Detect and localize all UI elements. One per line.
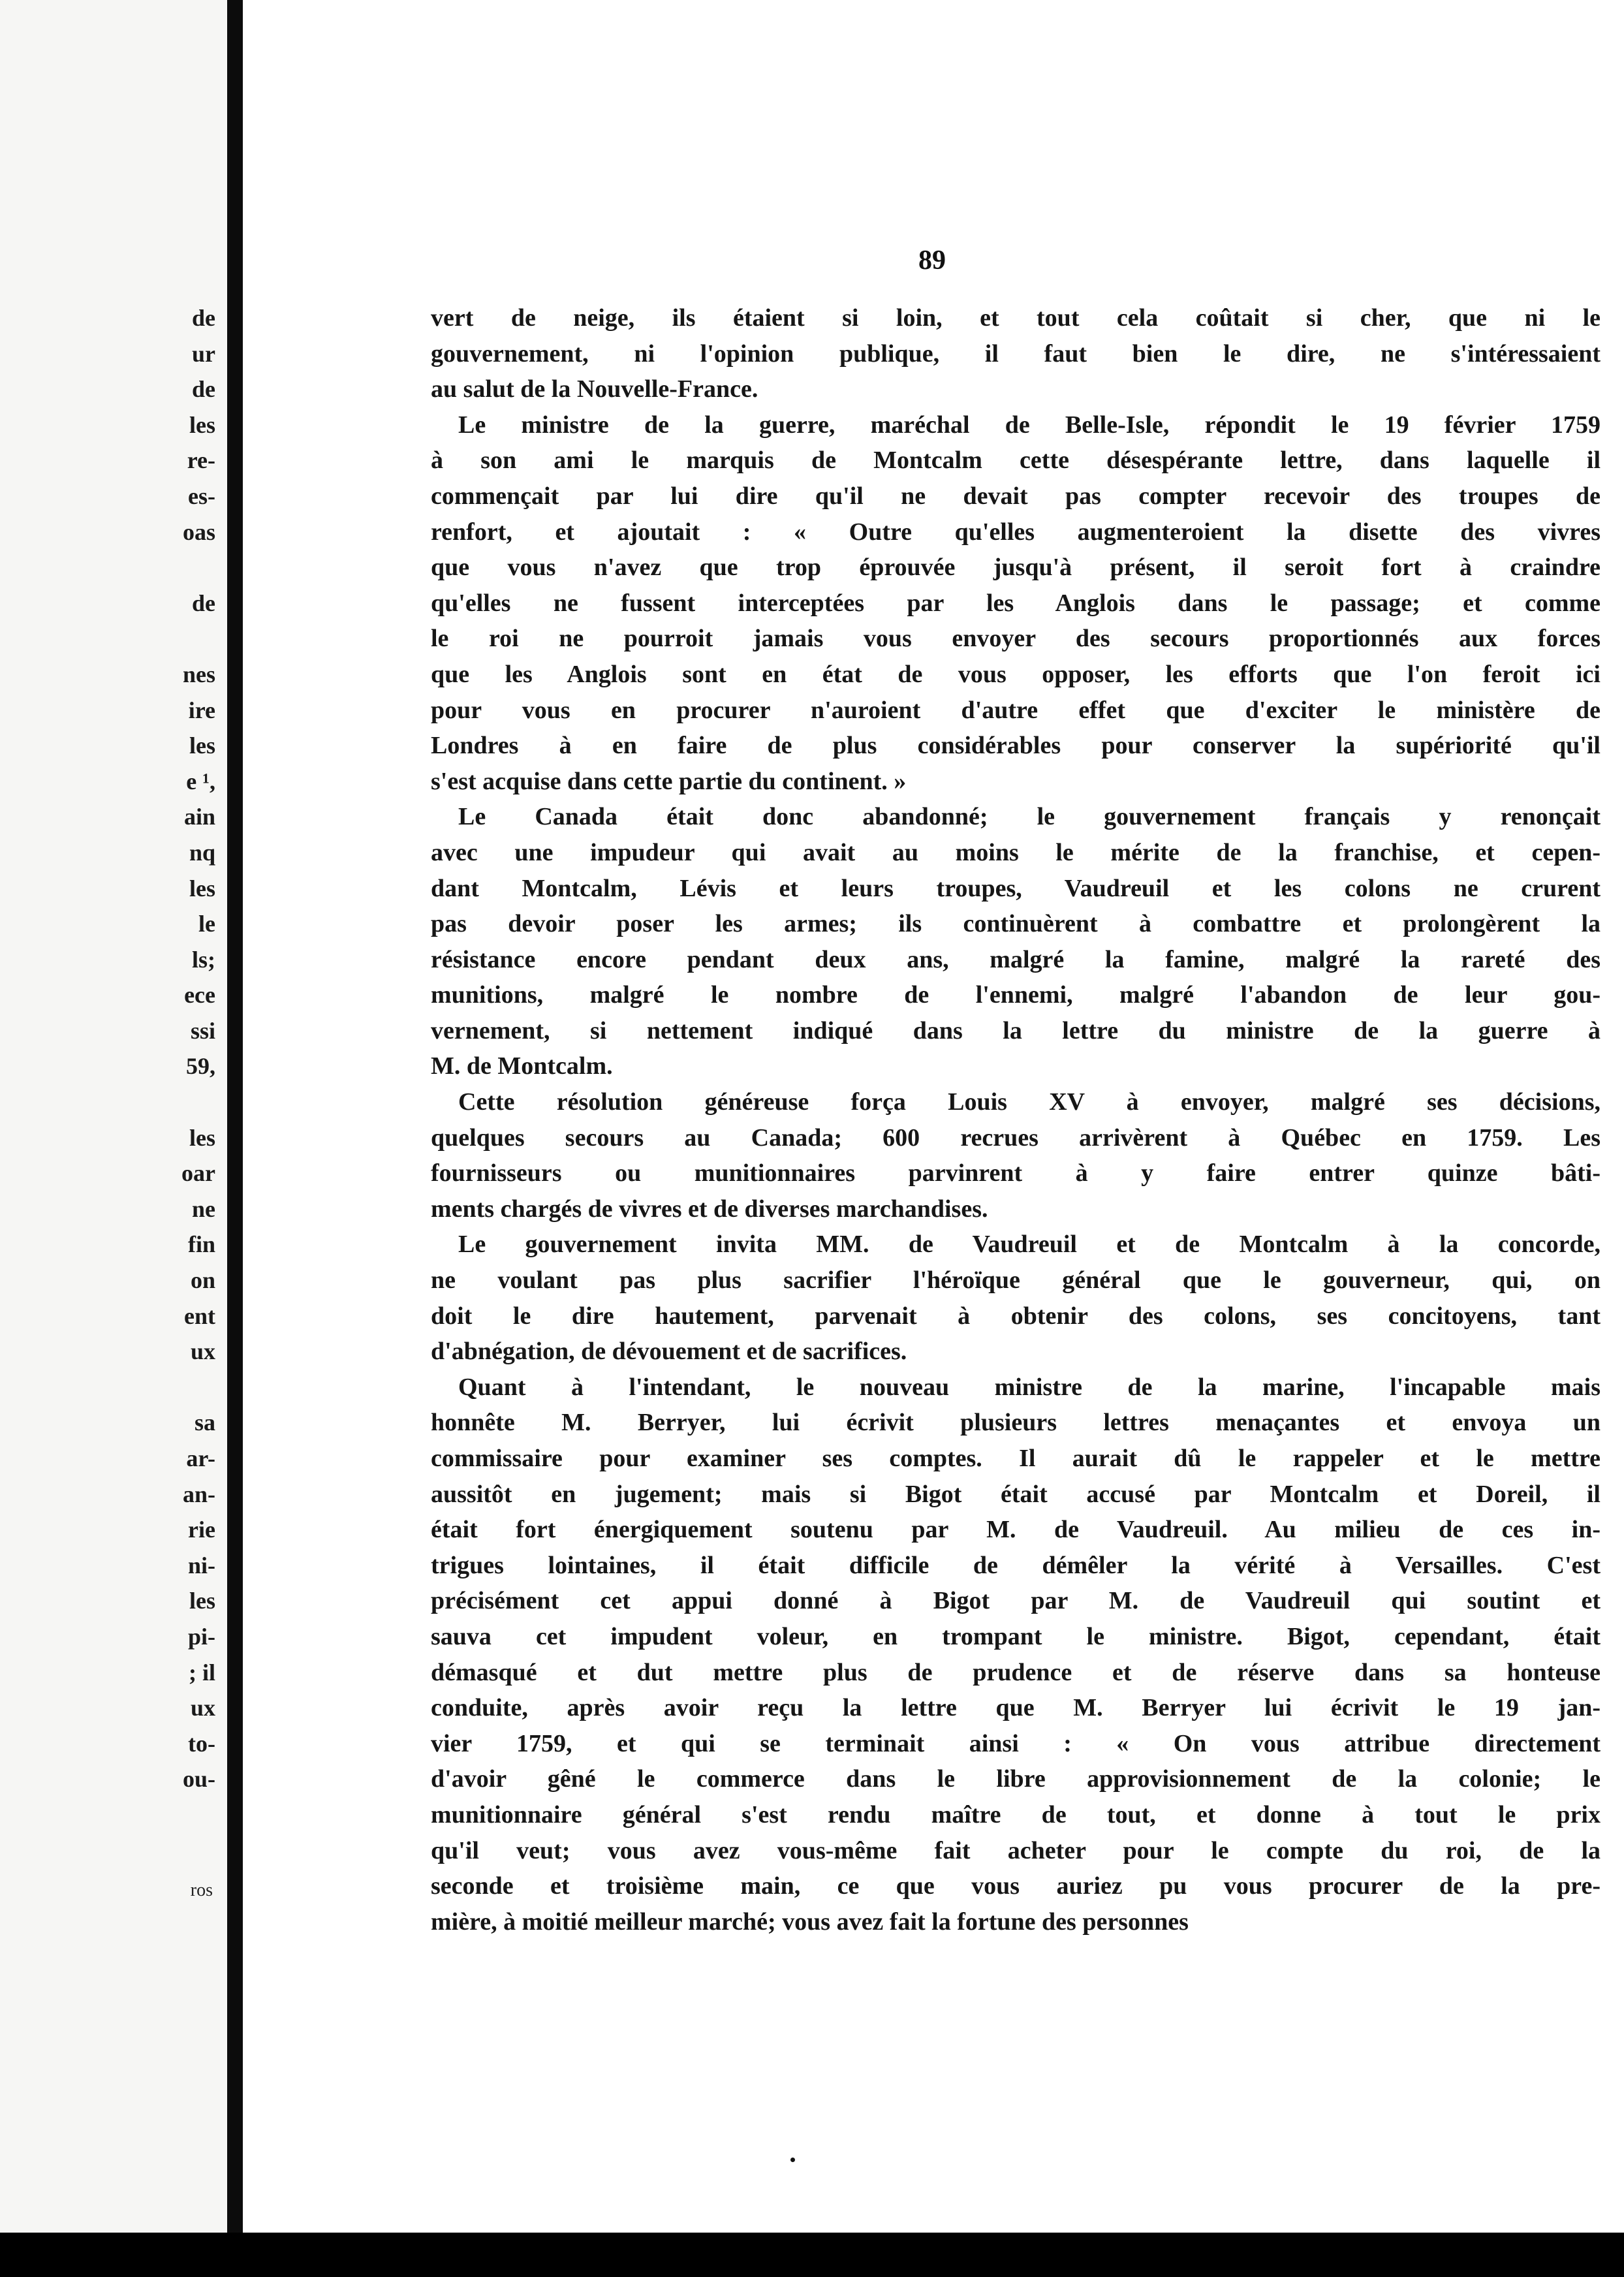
left-page-fragment: ain [183, 804, 215, 830]
text-line: commissaire pour examiner ses comptes. Il aurait dû le rappeler et le mettre [431, 1445, 1601, 1472]
text-line: avec une impudeur qui avait au moins le mérite de la franchise, et cepen- [431, 838, 1601, 866]
left-page-fragment: ni- [187, 1552, 215, 1578]
text-line: mière, à moitié meilleur marché; vous avez fait la fortune des personnes [431, 1908, 1189, 1936]
text-line: au salut de la Nouvelle-France. [431, 375, 758, 403]
text-line: d'avoir gêné le commerce dans le libre approvisionnement de la colonie; le [431, 1765, 1601, 1793]
text-line: ne voulant pas plus sacrifier l'héroïque général que le gouverneur, qui, on [431, 1266, 1601, 1295]
text-line: honnête M. Berryer, lui écrivit plusieurs lettres menaçantes et envoya un [431, 1409, 1601, 1437]
text-line: commençait par lui dire qu'il ne devait pas compter recevoir des troupes de [431, 482, 1601, 510]
text-line: munitions, malgré le nombre de l'ennemi, malgré l'abandon de leur gou- [431, 981, 1601, 1009]
left-page-fragment: fin [187, 1231, 215, 1258]
left-page-fragment: ; il [189, 1659, 215, 1686]
text-line: à son ami le marquis de Montcalm cette désespérante lettre, dans laquelle il [431, 447, 1601, 475]
text-line: vier 1759, et qui se terminait ainsi : « On vous attribue directement [431, 1729, 1601, 1757]
text-line: renfort, et ajoutait : « Outre qu'elles augmenteroient la disette des vivres [431, 518, 1601, 546]
left-page-fragment: 59, [186, 1053, 215, 1080]
left-page-fragment: pi- [187, 1623, 215, 1650]
left-page-fragment: oar [181, 1160, 215, 1187]
left-page-fragment: e ¹, [186, 768, 215, 794]
body-text [431, 300, 1601, 1939]
left-page-fragment [137, 621, 215, 657]
text-line: précisément cet appui donné à Bigot par M. de Vaudreuil qui soutint et [431, 1587, 1601, 1615]
text-line: vernement, si nettement indiqué dans la lettre du ministre de la guerre à [431, 1016, 1601, 1044]
left-page-fragment: les [189, 411, 215, 438]
text-line: Londres à en faire de plus considérables pour conserver la supériorité qu'il [431, 732, 1601, 760]
left-page-fragment: on [190, 1267, 215, 1294]
text-line: qu'elles ne fussent interceptées par les Anglois dans le passage; et comme [431, 589, 1601, 617]
left-page-fragment: de [192, 589, 215, 616]
left-page-fragment: de [192, 376, 215, 403]
text-line: munitionnaire général s'est rendu maître de tout, et donne à tout le prix [431, 1800, 1601, 1829]
book-gutter [227, 0, 243, 2277]
left-page-fragment: an- [182, 1481, 215, 1507]
left-page-fragment [137, 550, 215, 586]
right-page [243, 0, 1624, 2233]
left-page-fragment: les [189, 875, 215, 902]
left-page-fragment: to- [188, 1730, 215, 1757]
left-page-fragment: ur [192, 340, 215, 367]
left-page-fragment: ent [184, 1302, 215, 1329]
left-page-fragment: ux [190, 1695, 215, 1721]
text-line: aussitôt en jugement; mais si Bigot était accusé par Montcalm et Doreil, il [431, 1480, 1601, 1508]
text-line: vert de neige, ils étaient si loin, et tout cela coûtait si cher, que ni le [431, 304, 1601, 332]
text-line: Quant à l'intendant, le nouveau ministre de la marine, l'incapable mais [458, 1373, 1601, 1401]
scan-bottom-border [0, 2233, 1624, 2277]
text-line: résistance encore pendant deux ans, malgré la famine, malgré la rareté des [431, 945, 1601, 973]
left-page-fragment: ou- [182, 1766, 215, 1793]
text-line: pas devoir poser les armes; ils continuèrent à combattre et prolongèrent la [431, 910, 1601, 938]
ink-speck [790, 2158, 795, 2162]
text-line: Cette résolution généreuse força Louis XV à envoyer, malgré ses décisions, [458, 1088, 1601, 1116]
left-page-fragment: re- [187, 447, 215, 474]
text-line: seconde et troisième main, ce que vous auriez pu vous procurer de la pre- [431, 1872, 1601, 1900]
left-page-fragment: les [189, 732, 215, 759]
left-page-fragment: le [198, 911, 215, 937]
left-page-fragment: ssi [190, 1017, 215, 1044]
left-page-fragment: de [192, 305, 215, 331]
text-line: quelques secours au Canada; 600 recrues arrivèrent à Québec en 1759. Les [431, 1123, 1601, 1152]
text-line: que les Anglois sont en état de vous opposer, les efforts que l'on feroit ici [431, 660, 1601, 688]
left-page-fragment: rie [188, 1516, 215, 1543]
text-line: doit le dire hautement, parvenait à obtenir des colons, ses concitoyens, tant [431, 1302, 1601, 1330]
left-page-fragment: les [189, 1588, 215, 1614]
text-line: le roi ne pourroit jamais vous envoyer des secours proportionnés aux forces [431, 625, 1601, 653]
text-line: démasqué et dut mettre plus de prudence et de réserve dans sa honteuse [431, 1658, 1601, 1686]
text-line: d'abnégation, de dévouement et de sacrifices. [431, 1338, 907, 1366]
left-page-footnote-fragment: ros [190, 1880, 213, 1900]
left-page-fragment [137, 1370, 215, 1405]
left-page-edge [0, 0, 227, 2233]
text-line: que vous n'avez que trop éprouvée jusqu'à présent, il seroit fort à craindre [431, 554, 1601, 582]
left-page-fragment: ire [188, 697, 215, 723]
left-page-fragment: ar- [186, 1445, 215, 1471]
left-page-fragment: les [189, 1124, 215, 1151]
left-page-text-fragments [137, 300, 215, 1797]
text-line: pour vous en procurer n'auroient d'autre effet que d'exciter le ministère de [431, 696, 1601, 724]
left-page-fragment: es- [188, 482, 215, 509]
text-line: fournisseurs ou munitionnaires parvinrent à y faire entrer quinze bâti- [431, 1159, 1601, 1187]
left-page-fragment: ls; [192, 946, 215, 973]
text-line: s'est acquise dans cette partie du continent. » [431, 767, 907, 795]
page-number: 89 [918, 245, 946, 275]
text-line: sauva cet impudent voleur, en trompant le ministre. Bigot, cependant, était [431, 1622, 1601, 1650]
text-line: Le gouvernement invita MM. de Vaudreuil et de Montcalm à la concorde, [458, 1231, 1601, 1259]
text-line: gouvernement, ni l'opinion publique, il faut bien le dire, ne s'intéressaient [431, 339, 1601, 368]
text-line: M. de Montcalm. [431, 1052, 613, 1080]
left-page-fragment: nq [189, 839, 215, 866]
left-page-fragment [137, 1084, 215, 1120]
text-line: conduite, après avoir reçu la lettre que M. Berryer lui écrivit le 19 jan- [431, 1694, 1601, 1722]
left-page-fragment: nes [182, 661, 215, 687]
text-line: Le Canada était donc abandonné; le gouvernement français y renonçait [458, 803, 1601, 831]
left-page-fragment: ece [184, 982, 215, 1009]
text-line: qu'il veut; vous avez vous-même fait acheter pour le compte du roi, de la [431, 1836, 1601, 1864]
text-line: ments chargés de vivres et de diverses marchandises. [431, 1195, 988, 1223]
left-page-fragment: sa [194, 1409, 215, 1436]
text-line: était fort énergiquement soutenu par M. de Vaudreuil. Au milieu de ces in- [431, 1516, 1601, 1544]
left-page-fragment: oas [182, 518, 215, 545]
text-line: Le ministre de la guerre, maréchal de Belle-Isle, répondit le 19 février 1759 [458, 411, 1601, 439]
left-page-fragment: ne [192, 1195, 215, 1222]
text-line: dant Montcalm, Lévis et leurs troupes, Vaudreuil et les colons ne crurent [431, 874, 1601, 902]
left-page-fragment: ux [190, 1338, 215, 1365]
text-line: trigues lointaines, il était difficile de démêler la vérité à Versailles. C'est [431, 1551, 1601, 1579]
